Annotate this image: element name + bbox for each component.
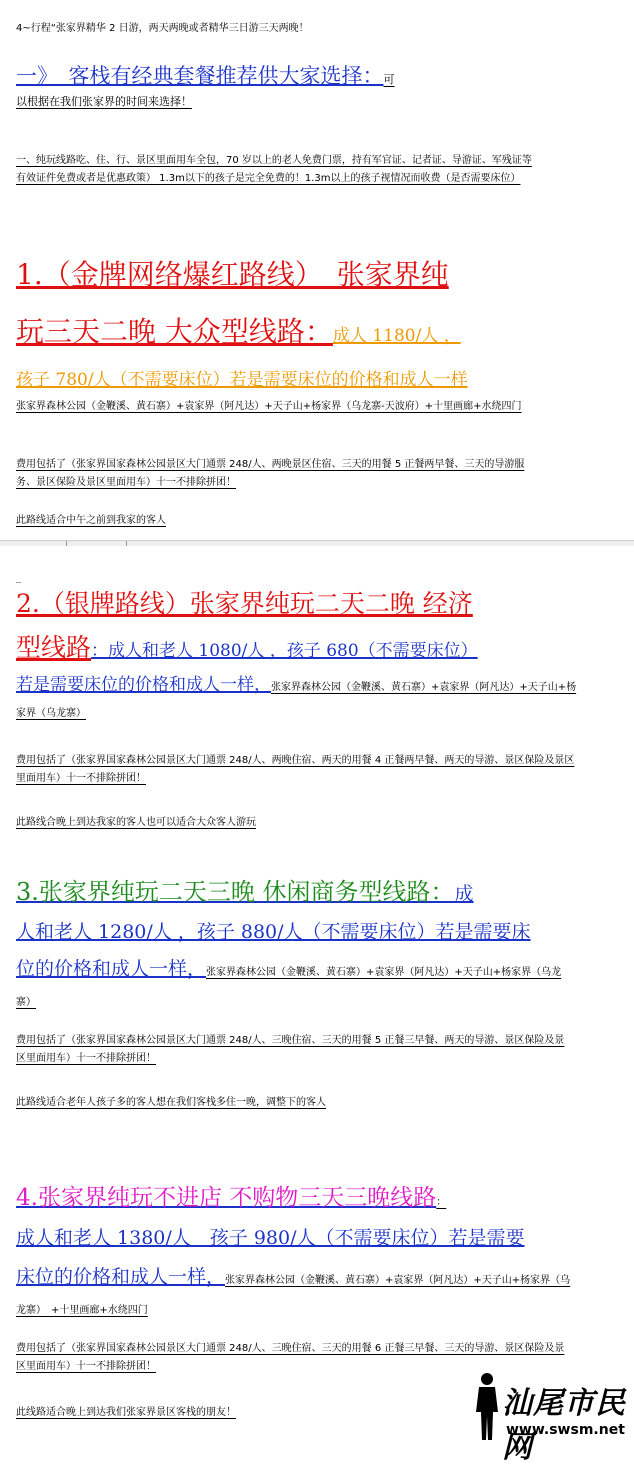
route3-suit: 此路线适合老年人孩子多的客人想在我们客栈多住一晚，调整下的客人 [16,1097,326,1108]
route2-marker: _ [16,572,21,583]
route1-title-a: 1.（金牌网络爆红路线） 张家界纯 [16,258,449,291]
route4-colon: ： [436,1197,447,1208]
route2-fee: 费用包括了（张家界国家森林公园景区大门通票 248/人、两晚住宿、两天的用餐 4 正餐两早餐、两天的导游、景区保险及景区里面用车）十一不排除拼团！ [16,755,575,784]
route4-title: 4.张家界纯玩不进店 不购物三天三晚线路 [16,1185,437,1211]
page-separator [0,538,634,546]
route1-price-a: 成人 1180/人 ， [332,326,461,346]
intro-title: 一》 客栈有经典套餐推荐供大家选择： [16,64,384,88]
route4-itinerary: 张家界森林公园（金鞭溪、黄石寨）+袁家界（阿凡达）+天子山+杨家界（乌龙寨） +十里画廊+水绕四门 [16,1275,571,1316]
route2-itinerary: 张家界森林公园（金鞭溪、黄石寨）+袁家界（阿凡达）+天子山+杨家界（乌龙寨） [16,682,577,719]
route2-price-a: ：成人和老人 1080/人 ，孩子 680（不需要床位） [91,641,478,661]
site-watermark [470,1370,630,1465]
route3-title-line [16,872,576,915]
route4-price-b: 床位的价格和成人一样， [16,1266,226,1288]
intro-title-block [16,58,581,96]
watermark-url: www.swsm.net [506,1422,625,1438]
route2-title-b: 型线路 [16,633,92,662]
route4-suit: 此线路适合晚上到达我们张家界景区客栈的朋友！ [16,1407,236,1418]
person-silhouette-icon [470,1372,504,1442]
intro-subtitle: 以根据在我们张家界的时间来选择！ [16,95,192,108]
route4-fee: 费用包括了（张家界国家森林公园景区大门通票 248/人、三晚住宿、三天的用餐 6 正餐三早餐、三天的导游、景区保险及景区里面用车）十一不排除拼团！ [16,1343,565,1372]
route3-line3 [16,954,576,1015]
route1-itinerary: 张家界森林公园（金鞭溪、黄石寨）+袁家界（阿凡达）+天子山+杨家界（乌龙寨-天波府）+十里画廊+水绕四门 [16,401,522,412]
route4-line3 [16,1262,576,1323]
route2-suit: 此路线合晚上到达我家的客人也可以适合大众客人游玩 [16,817,256,828]
watermark-cn: 汕尾市民网 [502,1386,626,1465]
route4-title-line [16,1178,596,1220]
route4-price-a: 成人和老人 1380/人 孩子 980/人（不需要床位）若是需要 [16,1227,525,1249]
route3-itinerary: 张家界森林公园（金鞭溪、黄石寨）+袁家界（阿凡达）+天子山+杨家界（乌龙寨） [16,967,562,1008]
route1-price-b: 孩子 780/人（不需要床位）若是需要床位的价格和成人一样 [16,370,468,390]
route2-title-a: 2.（银牌路线）张家界纯玩二天二晚 经济 [16,589,473,618]
route1-title-b: 玩三天二晚 大众型线路： [16,315,333,348]
route3-price-a: 成 [454,883,474,905]
route3-price-b: 人和老人 1280/人 ，孩子 880/人（不需要床位）若是需要床 [16,921,531,943]
route3-price-c: 位的价格和成人一样， [16,958,207,980]
header-line: 4~行程“张家界精华 2 日游，两天两晚或者精华三日游三天两晚！ [16,23,309,34]
route1-fee: 费用包括了（张家界国家森林公园景区大门通票 248/人、两晚景区住宿、三天的用餐 5 正餐两早餐、三天的导游服务、景区保险及景区里面用车）十一不排除拼团！ [16,459,525,488]
route2-price-b: 若是需要床位的价格和成人一样， [16,675,271,695]
intro-title-tail: 可 [383,73,395,86]
route1-title-b-line [16,307,596,361]
route3-fee: 费用包括了（张家界国家森林公园景区大门通票 248/人、三晚住宿、三天的用餐 5 正餐三早餐、两天的导游、景区保险及景区里面用车）十一不排除拼团！ [16,1035,565,1064]
route2-title-b-line [16,628,606,671]
intro-note: 一、纯玩线路吃、住、行、景区里面用车全包，70 岁以上的老人免费门票，持有军官证、记者证、导游证、军残证等有效证件免费或者是优惠政策） 1.3m以下的孩子是完全免费的！1.3m以上的孩子视情况而收费（是否需要床位） [16,155,532,184]
route2-line3 [16,672,586,724]
route1-suit: 此路线适合中午之前到我家的客人 [16,515,166,526]
route3-title: 3.张家界纯玩二天三晚 休闲商务型线路： [16,878,455,906]
